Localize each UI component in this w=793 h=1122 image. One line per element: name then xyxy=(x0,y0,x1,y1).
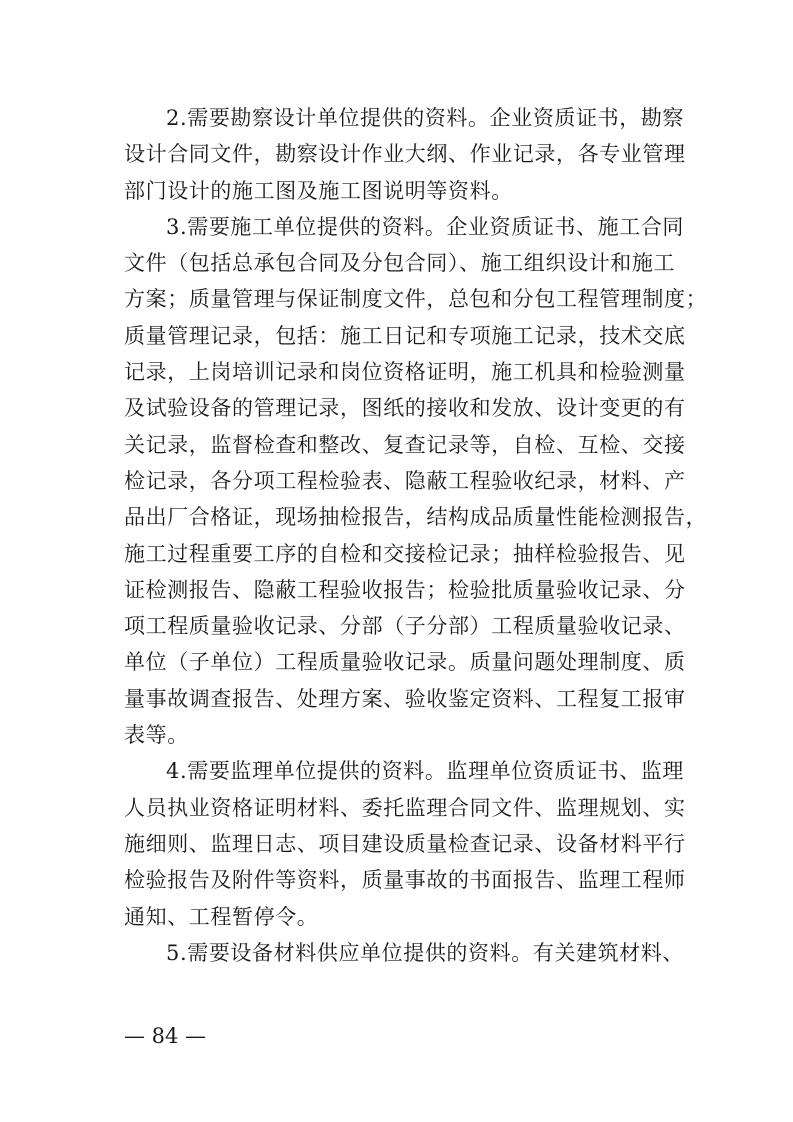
text-line: 2.需要勘察设计单位提供的资料。企业资质证书，勘察 xyxy=(166,106,685,130)
text-line: 部门设计的施工图及施工图说明等资料。 xyxy=(124,178,513,203)
body-text xyxy=(124,100,708,971)
text-line: 4.需要监理单位提供的资料。监理单位资质证书、监理 xyxy=(166,759,685,784)
text-line: 品出厂合格证，现场抽检报告，结构成品质量性能检测报告， xyxy=(124,505,708,530)
text-line: 量事故调查报告、处理方案、验收鉴定资料、工程复工报审 xyxy=(124,686,686,711)
text-line: 5.需要设备材料供应单位提供的资料。有关建筑材料、 xyxy=(166,940,685,965)
text-line: 检验报告及附件等资料，质量事故的书面报告、监理工程师 xyxy=(124,868,686,893)
text-line: 记录，上岗培训记录和岗位资格证明，施工机具和检验测量 xyxy=(124,360,686,385)
text-line: 人员执业资格证明材料、委托监理合同文件、监理规划、实 xyxy=(124,795,686,820)
page-number: — 84 — xyxy=(124,1024,207,1048)
text-line: 项工程质量验收记录、分部（子分部）工程质量验收记录、 xyxy=(124,614,686,639)
text-line: 及试验设备的管理记录，图纸的接收和发放、设计变更的有 xyxy=(124,396,686,421)
text-line: 设计合同文件，勘察设计作业大纲、作业记录，各专业管理 xyxy=(124,142,686,167)
text-line: 检记录，各分项工程检验表、隐蔽工程验收纪录，材料、产 xyxy=(124,468,686,493)
text-line: 施工过程重要工序的自检和交接检记录；抽样检验报告、见 xyxy=(124,541,686,566)
text-line: 3.需要施工单位提供的资料。企业资质证书、施工合同 xyxy=(166,214,685,239)
text-line: 通知、工程暂停令。 xyxy=(124,904,319,929)
text-line: 证检测报告、隐蔽工程验收报告；检验批质量验收记录、分 xyxy=(124,577,686,602)
text-line: 关记录，监督检查和整改、复查记录等，自检、互检、交接 xyxy=(124,432,686,457)
text-line: 施细则、监理日志、项目建设质量检查记录、设备材料平行 xyxy=(124,831,686,856)
text-line: 表等。 xyxy=(124,723,189,748)
text-line: 质量管理记录，包括：施工日记和专项施工记录，技术交底 xyxy=(124,323,686,348)
text-line: 文件（包括总承包合同及分包合同）、施工组织设计和施工 xyxy=(124,251,676,276)
text-line: 方案；质量管理与保证制度文件，总包和分包工程管理制度； xyxy=(124,287,708,312)
text-line: 单位（子单位）工程质量验收记录。质量问题处理制度、质 xyxy=(124,650,686,675)
